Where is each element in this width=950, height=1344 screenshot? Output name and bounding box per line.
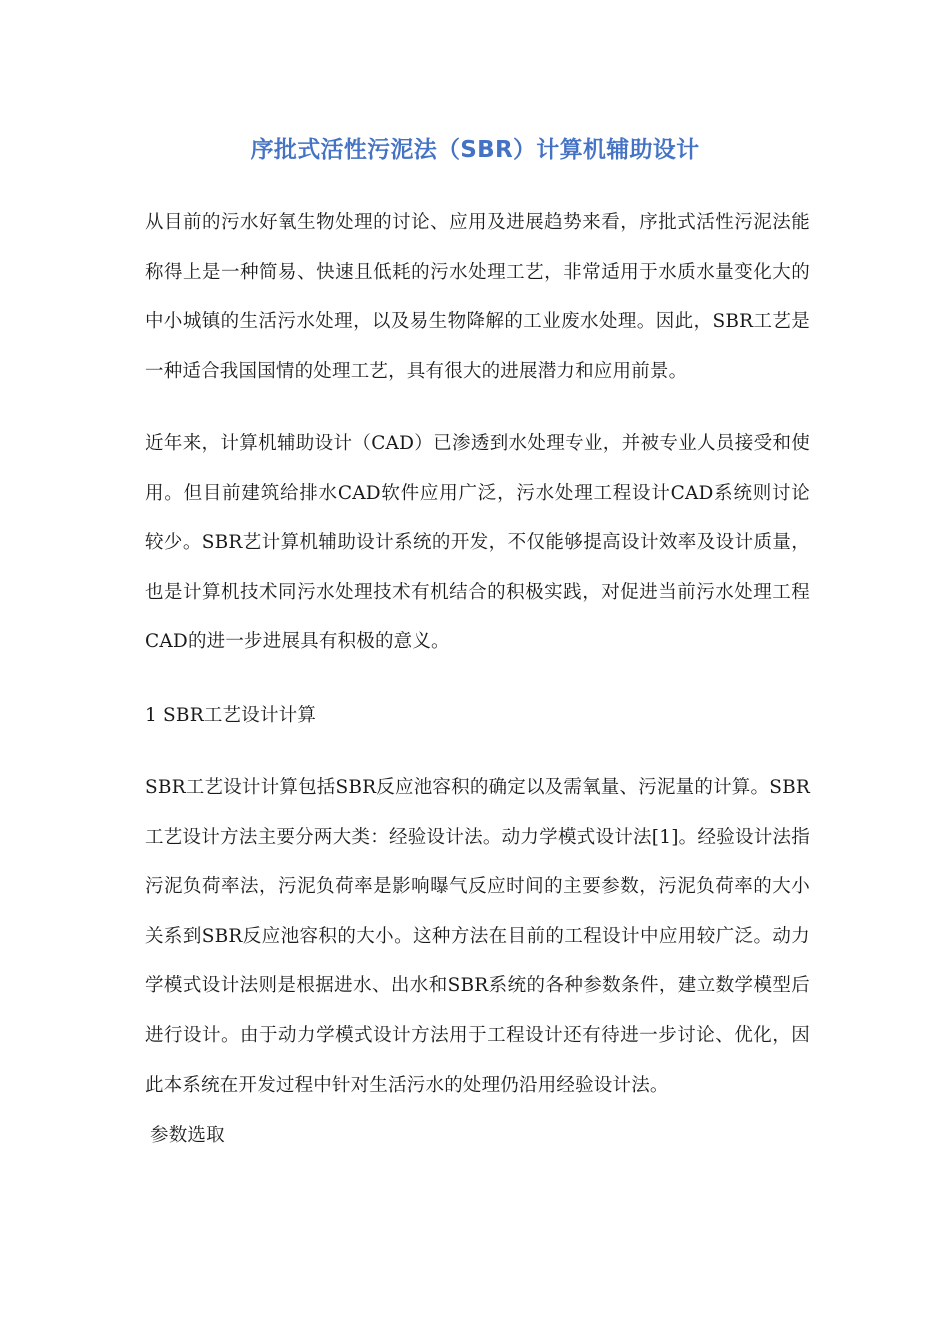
paragraph-design-methods: SBR工艺设计计算包括SBR反应池容积的确定以及需氧量、污泥量的计算。SBR工艺设计方法主要分两大类：经验设计法。动力学模式设计法[1]。经验设计法指污泥负荷率法，污泥负荷率是影响曝气反应时间的主要参数，污泥负荷率的大小关系到SBR反应池容积的大小。这种方法在目前的工程设计中应用较广泛。动力学模式设计法则是根据进水、出水和SBR系统的各种参数条件，建立数学模型后进行设计。由于动力学模式设计方法用于工程设计还有待进一步讨论、优化，因此本系统在开发过程中针对生活污水的处理仍沿用经验设计法。 (145, 777, 810, 1096)
paragraph-cad: 近年来，计算机辅助设计（CAD）已渗透到水处理专业，并被专业人员接受和使用。但目前建筑给排水CAD软件应用广泛，污水处理工程设计CAD系统则讨论较少。SBR艺计算机辅助设计系统的开发，不仅能够提高设计效率及设计质量，也是计算机技术同污水处理技术有机结合的积极实践，对促进当前污水处理工程CAD的进一步进展具有积极的意义。 (145, 433, 810, 653)
subheading-parameter-selection: 参数选取 (150, 1125, 225, 1146)
section-heading-sbr-design: 1 SBR工艺设计计算 (145, 705, 317, 726)
document-title: 序批式活性污泥法（SBR）计算机辅助设计 (250, 137, 700, 163)
paragraph-intro: 从目前的污水好氧生物处理的讨论、应用及进展趋势来看，序批式活性污泥法能称得上是一种简易、快速且低耗的污水处理工艺，非常适用于水质水量变化大的中小城镇的生活污水处理，以及易生物降解的工业废水处理。因此，SBR工艺是一种适合我国国情的处理工艺，具有很大的进展潜力和应用前景。 (145, 212, 810, 382)
